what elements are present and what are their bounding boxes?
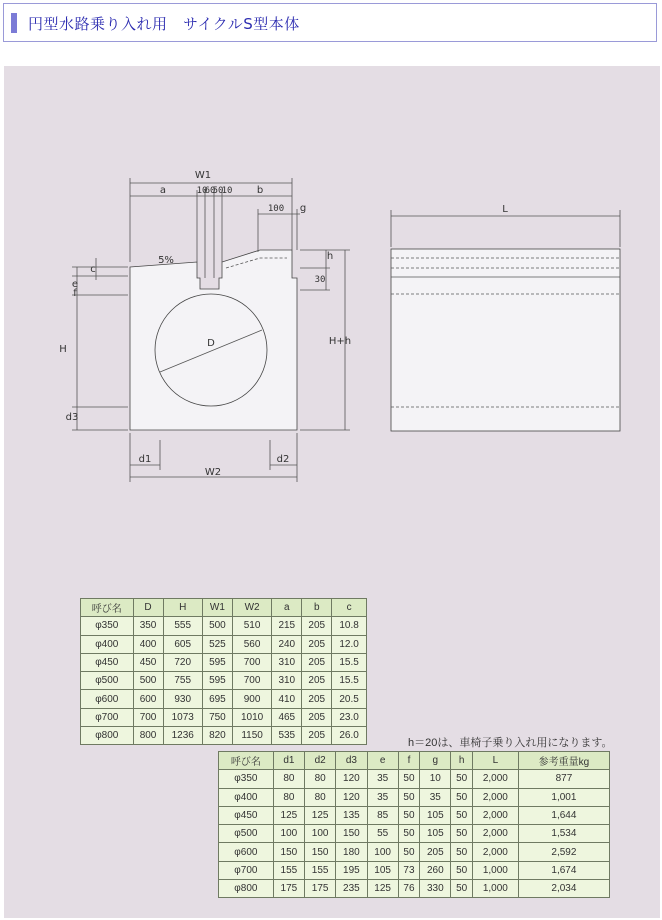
table-cell: 205 bbox=[302, 653, 332, 671]
table-cell: 2,000 bbox=[472, 788, 518, 806]
table-header-cell: 呼び名 bbox=[219, 752, 274, 770]
table-cell: 50 bbox=[451, 770, 472, 788]
table-header-cell: h bbox=[451, 752, 472, 770]
table-cell: 15.5 bbox=[332, 672, 367, 690]
table-cell: 240 bbox=[272, 635, 302, 653]
table-cell: 195 bbox=[336, 861, 367, 879]
label-30: 30 bbox=[314, 275, 326, 285]
table-cell: 55 bbox=[367, 825, 398, 843]
table-header-cell: W2 bbox=[232, 599, 271, 617]
label-H: H bbox=[59, 344, 67, 355]
table-cell: φ600 bbox=[219, 843, 274, 861]
table-cell: 50 bbox=[451, 806, 472, 824]
table-row bbox=[81, 617, 367, 635]
table-cell: 500 bbox=[133, 672, 163, 690]
table-cell: φ400 bbox=[81, 635, 134, 653]
table-cell: φ800 bbox=[219, 880, 274, 898]
table-cell: 205 bbox=[302, 727, 332, 745]
table-cell: 330 bbox=[420, 880, 451, 898]
table-cell: φ400 bbox=[219, 788, 274, 806]
label-d1: d1 bbox=[138, 454, 152, 465]
table-header-cell: d2 bbox=[305, 752, 336, 770]
table-cell: 2,000 bbox=[472, 770, 518, 788]
table-cell: 80 bbox=[305, 770, 336, 788]
table-cell: 80 bbox=[273, 788, 304, 806]
table-cell: φ500 bbox=[219, 825, 274, 843]
table-cell: 50 bbox=[451, 880, 472, 898]
table-cell: 26.0 bbox=[332, 727, 367, 745]
table-cell: 205 bbox=[302, 672, 332, 690]
label-c: c bbox=[90, 264, 96, 275]
table-cell: 260 bbox=[420, 861, 451, 879]
label-Hh: H+h bbox=[328, 336, 352, 347]
table-cell: 1236 bbox=[163, 727, 202, 745]
table-cell: 125 bbox=[305, 806, 336, 824]
page-title: 円型水路乗り入れ用 サイクルS型本体 bbox=[28, 15, 300, 33]
side-view-outline bbox=[391, 249, 620, 431]
table-cell: 205 bbox=[302, 635, 332, 653]
table-cell: 125 bbox=[367, 880, 398, 898]
table-cell: 400 bbox=[133, 635, 163, 653]
table-cell: 50 bbox=[451, 843, 472, 861]
table-cell: 595 bbox=[202, 653, 232, 671]
table-cell: 125 bbox=[273, 806, 304, 824]
table-header-cell: f bbox=[398, 752, 419, 770]
table-cell: 105 bbox=[367, 861, 398, 879]
table-header-cell: c bbox=[332, 599, 367, 617]
table-cell: 525 bbox=[202, 635, 232, 653]
table-cell: 820 bbox=[202, 727, 232, 745]
table-cell: 450 bbox=[133, 653, 163, 671]
table-row bbox=[81, 708, 367, 726]
table-cell: 1073 bbox=[163, 708, 202, 726]
table-cell: 205 bbox=[302, 690, 332, 708]
table-cell: 310 bbox=[272, 672, 302, 690]
table-cell: 100 bbox=[273, 825, 304, 843]
table-cell: 700 bbox=[133, 708, 163, 726]
table-cell: 50 bbox=[451, 825, 472, 843]
label-d3: d3 bbox=[65, 412, 79, 423]
table-cell: 10.8 bbox=[332, 617, 367, 635]
table-cell: 877 bbox=[518, 770, 609, 788]
table-row bbox=[219, 880, 610, 898]
wheelchair-note: h＝20は、車椅子乗り入れ用になります。 bbox=[408, 737, 613, 749]
table-cell: 100 bbox=[305, 825, 336, 843]
table-cell: 35 bbox=[367, 770, 398, 788]
table-cell: 155 bbox=[273, 861, 304, 879]
table-cell: φ800 bbox=[81, 727, 134, 745]
table-cell: φ600 bbox=[81, 690, 134, 708]
table-cell: 595 bbox=[202, 672, 232, 690]
table-row bbox=[81, 727, 367, 745]
table-cell: 35 bbox=[367, 788, 398, 806]
table-cell: 2,000 bbox=[472, 825, 518, 843]
table-cell: 150 bbox=[305, 843, 336, 861]
table-cell: φ500 bbox=[81, 672, 134, 690]
table-cell: 205 bbox=[420, 843, 451, 861]
label-d2: d2 bbox=[276, 454, 290, 465]
label-g: g bbox=[299, 203, 307, 214]
table-cell: 555 bbox=[163, 617, 202, 635]
table-cell: 205 bbox=[302, 708, 332, 726]
table-cell: φ450 bbox=[81, 653, 134, 671]
table-cell: 85 bbox=[367, 806, 398, 824]
table-cell: 1,000 bbox=[472, 861, 518, 879]
table-cell: 410 bbox=[272, 690, 302, 708]
label-e: e bbox=[71, 279, 79, 290]
table-cell: 120 bbox=[336, 770, 367, 788]
label-100: 100 bbox=[267, 204, 285, 214]
table-cell: 50 bbox=[398, 770, 419, 788]
table-row bbox=[219, 770, 610, 788]
table-cell: 50 bbox=[398, 843, 419, 861]
table-cell: 20.5 bbox=[332, 690, 367, 708]
label-W2: W2 bbox=[204, 467, 222, 478]
pipe-circle bbox=[155, 294, 267, 406]
label-D: D bbox=[207, 338, 215, 349]
table-header-cell: d3 bbox=[336, 752, 367, 770]
table-row bbox=[219, 788, 610, 806]
label-h: h bbox=[326, 251, 334, 262]
table-cell: 100 bbox=[367, 843, 398, 861]
table-cell: 120 bbox=[336, 788, 367, 806]
table-cell: φ350 bbox=[81, 617, 134, 635]
table-cell: 600 bbox=[133, 690, 163, 708]
table-cell: φ700 bbox=[81, 708, 134, 726]
label-50: 50 bbox=[212, 186, 224, 196]
table-cell: 73 bbox=[398, 861, 419, 879]
table-cell: 50 bbox=[398, 825, 419, 843]
table-header-cell: L bbox=[472, 752, 518, 770]
table-cell: 465 bbox=[272, 708, 302, 726]
table-cell: 150 bbox=[336, 825, 367, 843]
dimension-table bbox=[80, 598, 367, 745]
table-row bbox=[219, 806, 610, 824]
table-cell: 155 bbox=[305, 861, 336, 879]
table-row bbox=[219, 825, 610, 843]
table-header-cell: d1 bbox=[273, 752, 304, 770]
table-cell: 50 bbox=[451, 788, 472, 806]
table-header-cell: e bbox=[367, 752, 398, 770]
label-L: L bbox=[502, 204, 508, 215]
table-cell: 1,534 bbox=[518, 825, 609, 843]
table-header-row bbox=[81, 599, 367, 617]
table-cell: 35 bbox=[420, 788, 451, 806]
table-cell: 1150 bbox=[232, 727, 271, 745]
table-cell: 15.5 bbox=[332, 653, 367, 671]
table-cell: 76 bbox=[398, 880, 419, 898]
table-cell: 1,644 bbox=[518, 806, 609, 824]
table-cell: 175 bbox=[305, 880, 336, 898]
label-f: f bbox=[73, 288, 77, 299]
table-cell: 510 bbox=[232, 617, 271, 635]
table-cell: 105 bbox=[420, 806, 451, 824]
table-row bbox=[81, 653, 367, 671]
table-cell: 1,001 bbox=[518, 788, 609, 806]
table-cell: φ350 bbox=[219, 770, 274, 788]
table-header-cell: a bbox=[272, 599, 302, 617]
label-10b: 10 bbox=[221, 186, 233, 196]
table-cell: 700 bbox=[232, 672, 271, 690]
table-row bbox=[81, 635, 367, 653]
table-cell: 900 bbox=[232, 690, 271, 708]
table-row bbox=[219, 843, 610, 861]
table-cell: 205 bbox=[302, 617, 332, 635]
table-header-cell: g bbox=[420, 752, 451, 770]
detail-table bbox=[218, 751, 610, 898]
table-header-cell: 参考重量kg bbox=[518, 752, 609, 770]
table-cell: 500 bbox=[202, 617, 232, 635]
table-cell: 560 bbox=[232, 635, 271, 653]
table-cell: 720 bbox=[163, 653, 202, 671]
table-header-row bbox=[219, 752, 610, 770]
table-header-cell: b bbox=[302, 599, 332, 617]
table-cell: 310 bbox=[272, 653, 302, 671]
table-cell: 700 bbox=[232, 653, 271, 671]
table-cell: 50 bbox=[398, 806, 419, 824]
table-cell: 605 bbox=[163, 635, 202, 653]
table-cell: 750 bbox=[202, 708, 232, 726]
table-header-cell: H bbox=[163, 599, 202, 617]
table-cell: 50 bbox=[398, 788, 419, 806]
table-header-cell: 呼び名 bbox=[81, 599, 134, 617]
label-slope: 5% bbox=[158, 255, 174, 266]
label-W1: W1 bbox=[194, 170, 212, 181]
table-cell: 105 bbox=[420, 825, 451, 843]
table-cell: 2,000 bbox=[472, 806, 518, 824]
table-cell: 755 bbox=[163, 672, 202, 690]
label-10a: 10 bbox=[196, 186, 208, 196]
table-header-cell: D bbox=[133, 599, 163, 617]
table-cell: 180 bbox=[336, 843, 367, 861]
table-header-cell: W1 bbox=[202, 599, 232, 617]
table-cell: 2,592 bbox=[518, 843, 609, 861]
table-cell: φ450 bbox=[219, 806, 274, 824]
table-cell: 23.0 bbox=[332, 708, 367, 726]
table-cell: 350 bbox=[133, 617, 163, 635]
table-cell: 1,000 bbox=[472, 880, 518, 898]
table-cell: 175 bbox=[273, 880, 304, 898]
table-row bbox=[81, 672, 367, 690]
table-cell: 12.0 bbox=[332, 635, 367, 653]
table-cell: 215 bbox=[272, 617, 302, 635]
table-cell: 2,000 bbox=[472, 843, 518, 861]
table-cell: 150 bbox=[273, 843, 304, 861]
table-cell: φ700 bbox=[219, 861, 274, 879]
table-cell: 2,034 bbox=[518, 880, 609, 898]
table-cell: 80 bbox=[273, 770, 304, 788]
table-row bbox=[81, 690, 367, 708]
label-b: b bbox=[256, 185, 264, 196]
table-cell: 50 bbox=[451, 861, 472, 879]
label-60: 60 bbox=[204, 186, 216, 196]
table-row bbox=[219, 861, 610, 879]
table-cell: 235 bbox=[336, 880, 367, 898]
table-cell: 80 bbox=[305, 788, 336, 806]
table-cell: 1010 bbox=[232, 708, 271, 726]
table-cell: 535 bbox=[272, 727, 302, 745]
table-cell: 800 bbox=[133, 727, 163, 745]
label-a: a bbox=[159, 185, 167, 196]
table-cell: 135 bbox=[336, 806, 367, 824]
table-cell: 1,674 bbox=[518, 861, 609, 879]
table-cell: 930 bbox=[163, 690, 202, 708]
table-cell: 695 bbox=[202, 690, 232, 708]
table-cell: 10 bbox=[420, 770, 451, 788]
